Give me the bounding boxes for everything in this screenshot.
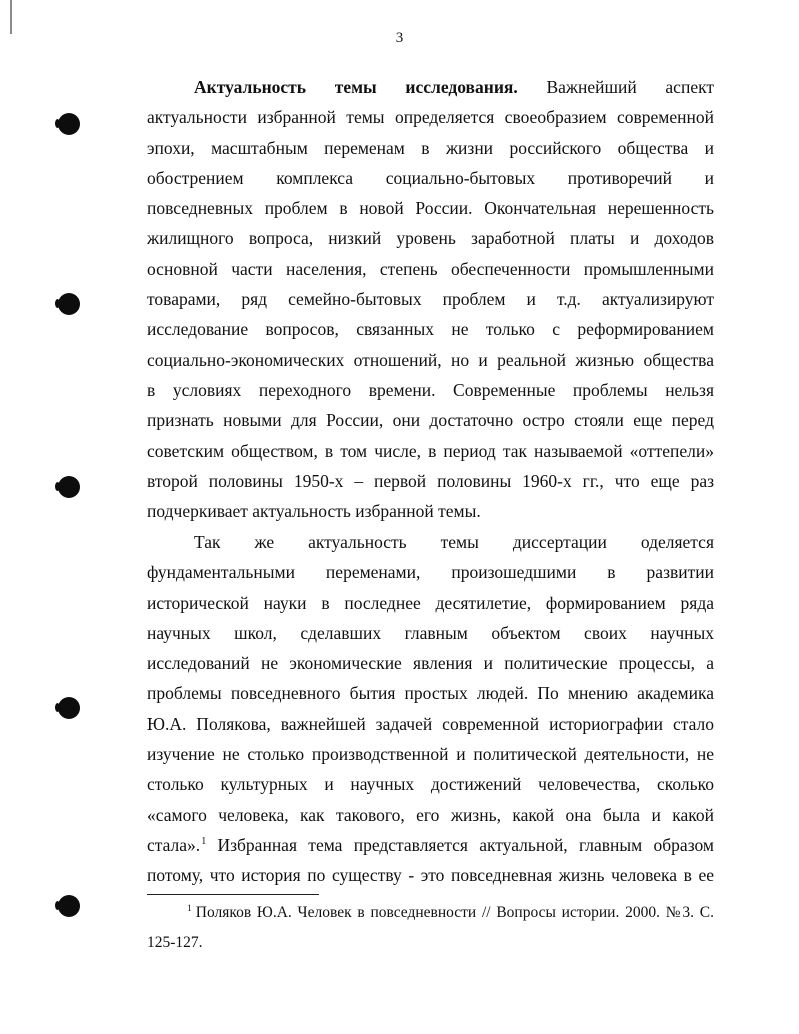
text-line: Важнейший аспект <box>546 77 715 97</box>
text-line: исторической науки в последнее десятилетие, формированием ряда <box>147 592 714 613</box>
text-fragment: стала». <box>147 834 201 855</box>
text-line: подчеркивает актуальность избранной темы. <box>147 501 481 522</box>
binder-hole-icon <box>58 293 80 315</box>
text-line: жилищного вопроса, низкий уровень заработной платы и доходов <box>147 228 714 249</box>
paragraph-relevance <box>147 72 714 526</box>
footnote <box>147 898 714 958</box>
text-line: повседневных проблем в новой России. Окончательная нерешенность <box>147 198 714 219</box>
binder-hole-icon <box>58 113 80 135</box>
footnote-marker: 1 <box>187 904 192 914</box>
scan-edge-mark <box>10 0 12 34</box>
text-line: фундаментальными переменами, произошедшими в развитии <box>147 562 714 583</box>
paragraph-scientific-relevance <box>147 527 714 891</box>
text-line-with-footnote <box>147 830 714 860</box>
text-line: эпохи, масштабным переменам в жизни российского общества и <box>147 137 714 158</box>
text-line: актуальности избранной темы определяется своеобразием современной <box>147 107 714 128</box>
footnote-separator <box>147 894 319 895</box>
text-line: обострением комплекса социально-бытовых противоречий и <box>147 167 714 188</box>
binder-hole-icon <box>58 476 80 498</box>
text-line: Ю.А. Полякова, важнейшей задачей современной историографии стало <box>147 713 714 734</box>
footnote-text: Поляков Ю.А. Человек в повседневности // Вопросы истории. 2000. №3. С. <box>195 904 714 921</box>
text-line: основной части населения, степень обеспеченности промышленными <box>147 258 714 279</box>
text-line: социально-экономических отношений, но и реальной жизнью общества <box>147 349 714 370</box>
text-line: Так же актуальность темы диссертации оделяется <box>194 532 714 552</box>
footnote-line: 125-127. <box>147 934 203 951</box>
text-line: признать новыми для России, они достаточно остро стояли еще перед <box>147 410 714 431</box>
text-line: исследование вопросов, связанных не только с реформированием <box>147 319 714 340</box>
page-number: 3 <box>395 30 404 46</box>
text-line: советским обществом, в том числе, в период так называемой «оттепели» <box>147 440 714 461</box>
binder-hole-icon <box>58 697 80 719</box>
text-line: столько культурных и научных достижений человечества, сколько <box>147 774 714 795</box>
text-line: в условиях переходного времени. Современные проблемы нельзя <box>147 379 714 400</box>
section-heading-inline: Актуальность темы исследования. <box>194 77 518 97</box>
footnote-line <box>147 898 714 928</box>
footnote-reference: 1 <box>201 835 207 847</box>
text-line: второй половины 1950-х – первой половины 1960-х гг., что еще раз <box>147 470 714 491</box>
text-fragment: Избранная тема представляется актуальной, главным образом <box>206 834 714 855</box>
text-line: проблемы повседневного бытия простых людей. По мнению академика <box>147 683 714 704</box>
text-line: потому, что история по существу - это повседневная жизнь человека в ее <box>147 865 714 886</box>
text-line: научных школ, сделавших главным объектом своих научных <box>147 622 714 643</box>
paragraph-first-line <box>147 72 714 102</box>
text-line: «самого человека, как такового, его жизнь, какой она была и какой <box>147 804 714 825</box>
text-line: товарами, ряд семейно-бытовых проблем и т.д. актуализируют <box>147 289 714 310</box>
text-line: изучение не столько производственной и политической деятельности, не <box>147 744 714 765</box>
text-line: исследований не экономические явления и политические процессы, а <box>147 653 714 674</box>
binder-hole-icon <box>58 895 80 917</box>
